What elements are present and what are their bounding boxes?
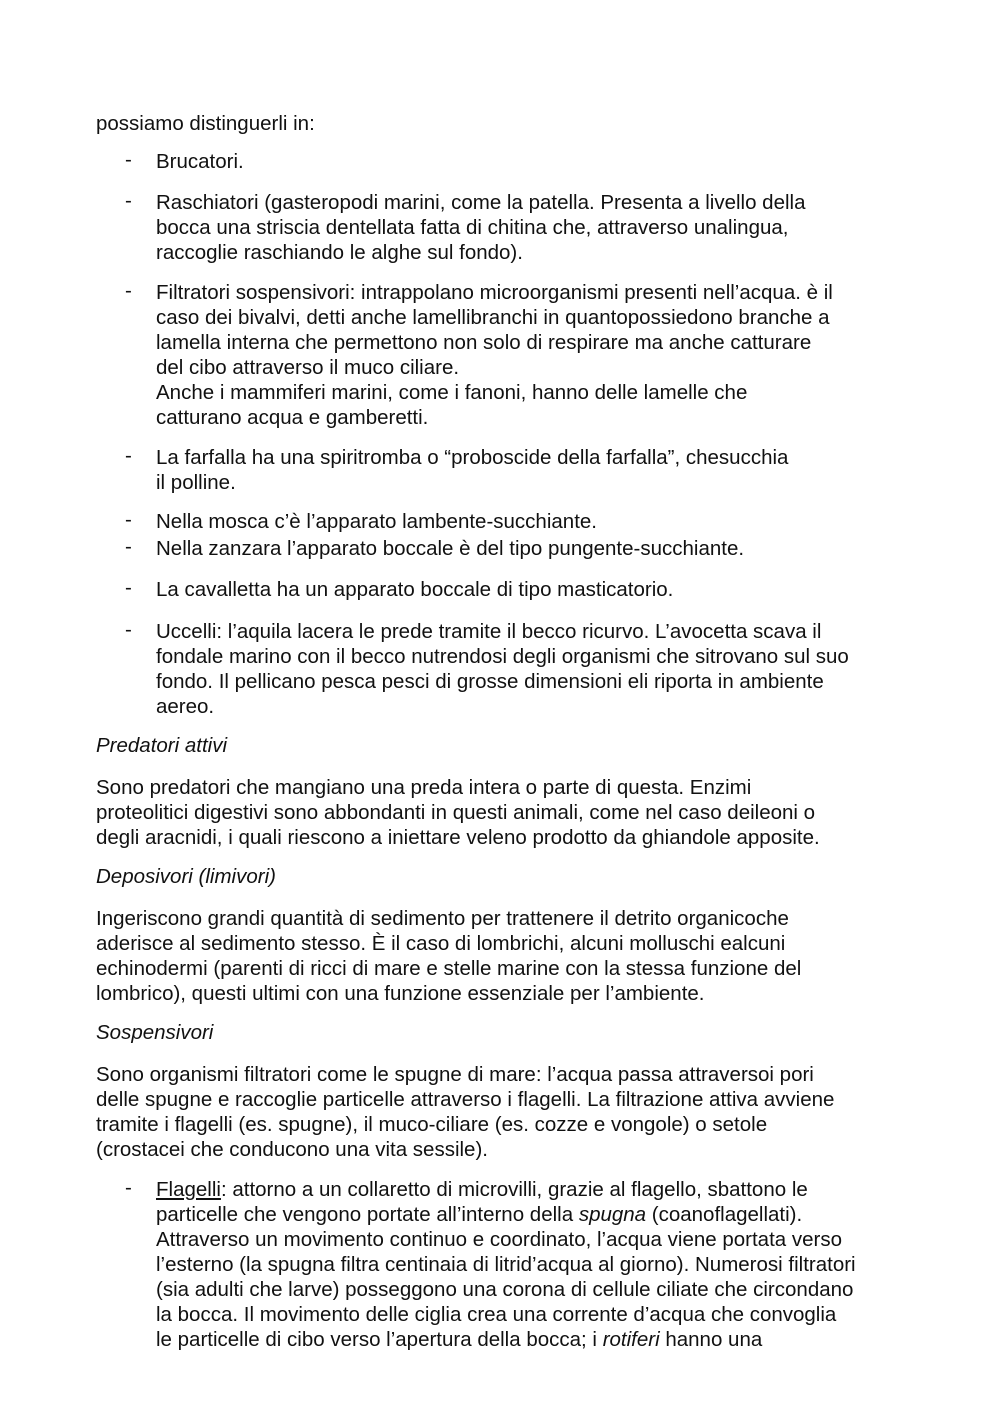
list-item-line: bocca una striscia dentellata fatta di chitina che, attraverso unalingua, — [156, 216, 789, 239]
paragraph-line: Sono predatori che mangiano una preda intera o parte di questa. Enzimi — [96, 776, 752, 799]
intro-text: possiamo distinguerli in: — [96, 112, 315, 135]
paragraph-line: (crostacei che conducono una vita sessile). — [96, 1138, 488, 1161]
list-item-line — [156, 1202, 802, 1227]
bullet-marker: - — [125, 618, 132, 641]
list-item-line: aereo. — [156, 695, 215, 718]
paragraph-line: echinodermi (parenti di ricci di mare e stelle marine con la stessa funzione del — [96, 957, 802, 980]
list-item-line: catturano acqua e gamberetti. — [156, 406, 429, 429]
list-item-line: Nella zanzara l’apparato boccale è del tipo pungente-succhiante. — [156, 537, 745, 560]
list-item-line: il polline. — [156, 471, 236, 494]
list-item-line: Raschiatori (gasteropodi marini, come la patella. Presenta a livello della — [156, 191, 806, 214]
italic-term: spugna — [578, 1203, 647, 1226]
list-item-line: caso dei bivalvi, detti anche lamellibranchi in quantopossiedono branche a — [156, 306, 830, 329]
text-run: hanno una — [659, 1328, 763, 1351]
list-item-line: la bocca. Il movimento delle ciglia crea una corrente d’acqua che convoglia — [156, 1303, 837, 1326]
list-item-line: Attraverso un movimento continuo e coordinato, l’acqua viene portata verso — [156, 1228, 842, 1251]
bullet-marker: - — [125, 444, 132, 467]
paragraph-line: Sono organismi filtratori come le spugne di mare: l’acqua passa attraversoi pori — [96, 1063, 814, 1086]
list-item-line: fondo. Il pellicano pesca pesci di grosse dimensioni eli riporta in ambiente — [156, 670, 824, 693]
list-item-line: Nella mosca c’è l’apparato lambente-succhiante. — [156, 510, 597, 533]
flagelli-term: Flagelli — [156, 1178, 221, 1201]
list-item-line — [156, 1177, 808, 1202]
bullet-marker: - — [125, 576, 132, 599]
list-item-line — [156, 1327, 762, 1352]
text-run: (coanoflagellati). — [646, 1203, 803, 1226]
bullet-marker: - — [125, 148, 132, 171]
paragraph-line: tramite i flagelli (es. spugne), il muco-ciliare (es. cozze e vongole) o setole — [96, 1113, 768, 1136]
list-item-line: lamella interna che permettono non solo di respirare ma anche catturare — [156, 331, 812, 354]
italic-term: rotiferi — [602, 1328, 660, 1351]
list-item-line: La cavalletta ha un apparato boccale di tipo masticatorio. — [156, 578, 674, 601]
bullet-marker: - — [125, 508, 132, 531]
text-run: : attorno a un collaretto di microvilli, grazie al flagello, sbattono le — [220, 1178, 808, 1201]
list-item-line: fondale marino con il becco nutrendosi degli organismi che sitrovano sul suo — [156, 645, 849, 668]
list-item-line: La farfalla ha una spiritromba o “proboscide della farfalla”, chesucchia — [156, 446, 789, 469]
paragraph-line: delle spugne e raccoglie particelle attraverso i flagelli. La filtrazione attiva avviene — [96, 1088, 835, 1111]
section-heading: Deposivori (limivori) — [96, 865, 276, 888]
paragraph-line: proteolitici digestivi sono abbondanti in questi animali, come nel caso deileoni o — [96, 801, 816, 824]
text-run: particelle che vengono portate all’interno della — [156, 1203, 579, 1226]
section-heading: Sospensivori — [96, 1021, 214, 1044]
bullet-marker: - — [125, 535, 132, 558]
section-heading: Predatori attivi — [96, 734, 228, 757]
list-item-line: l’esterno (la spugna filtra centinaia di litrid’acqua al giorno). Numerosi filtratori — [156, 1253, 856, 1276]
bullet-marker: - — [125, 1176, 132, 1199]
list-item-line: Filtratori sospensivori: intrappolano microorganismi presenti nell’acqua. è il — [156, 281, 833, 304]
list-item-line: (sia adulti che larve) posseggono una corona di cellule ciliate che circondano — [156, 1278, 854, 1301]
text-run: le particelle di cibo verso l’apertura della bocca; i — [156, 1328, 603, 1351]
paragraph-line: Ingeriscono grandi quantità di sedimento per trattenere il detrito organicoche — [96, 907, 789, 930]
list-item-line: del cibo attraverso il muco ciliare. — [156, 356, 460, 379]
list-item-brucatori: Brucatori. — [156, 150, 244, 173]
paragraph-line: degli aracnidi, i quali riescono a iniettare veleno prodotto da ghiandole apposite. — [96, 826, 820, 849]
bullet-marker: - — [125, 279, 132, 302]
list-item-line: raccoglie raschiando le alghe sul fondo). — [156, 241, 523, 264]
paragraph-line: lombrico), questi ultimi con una funzione essenziale per l’ambiente. — [96, 982, 705, 1005]
list-item-line: Uccelli: l’aquila lacera le prede tramite il becco ricurvo. L’avocetta scava il — [156, 620, 822, 643]
bullet-marker: - — [125, 189, 132, 212]
list-item-line: Anche i mammiferi marini, come i fanoni, hanno delle lamelle che — [156, 381, 748, 404]
paragraph-line: aderisce al sedimento stesso. È il caso di lombrichi, alcuni molluschi ealcuni — [96, 932, 786, 955]
